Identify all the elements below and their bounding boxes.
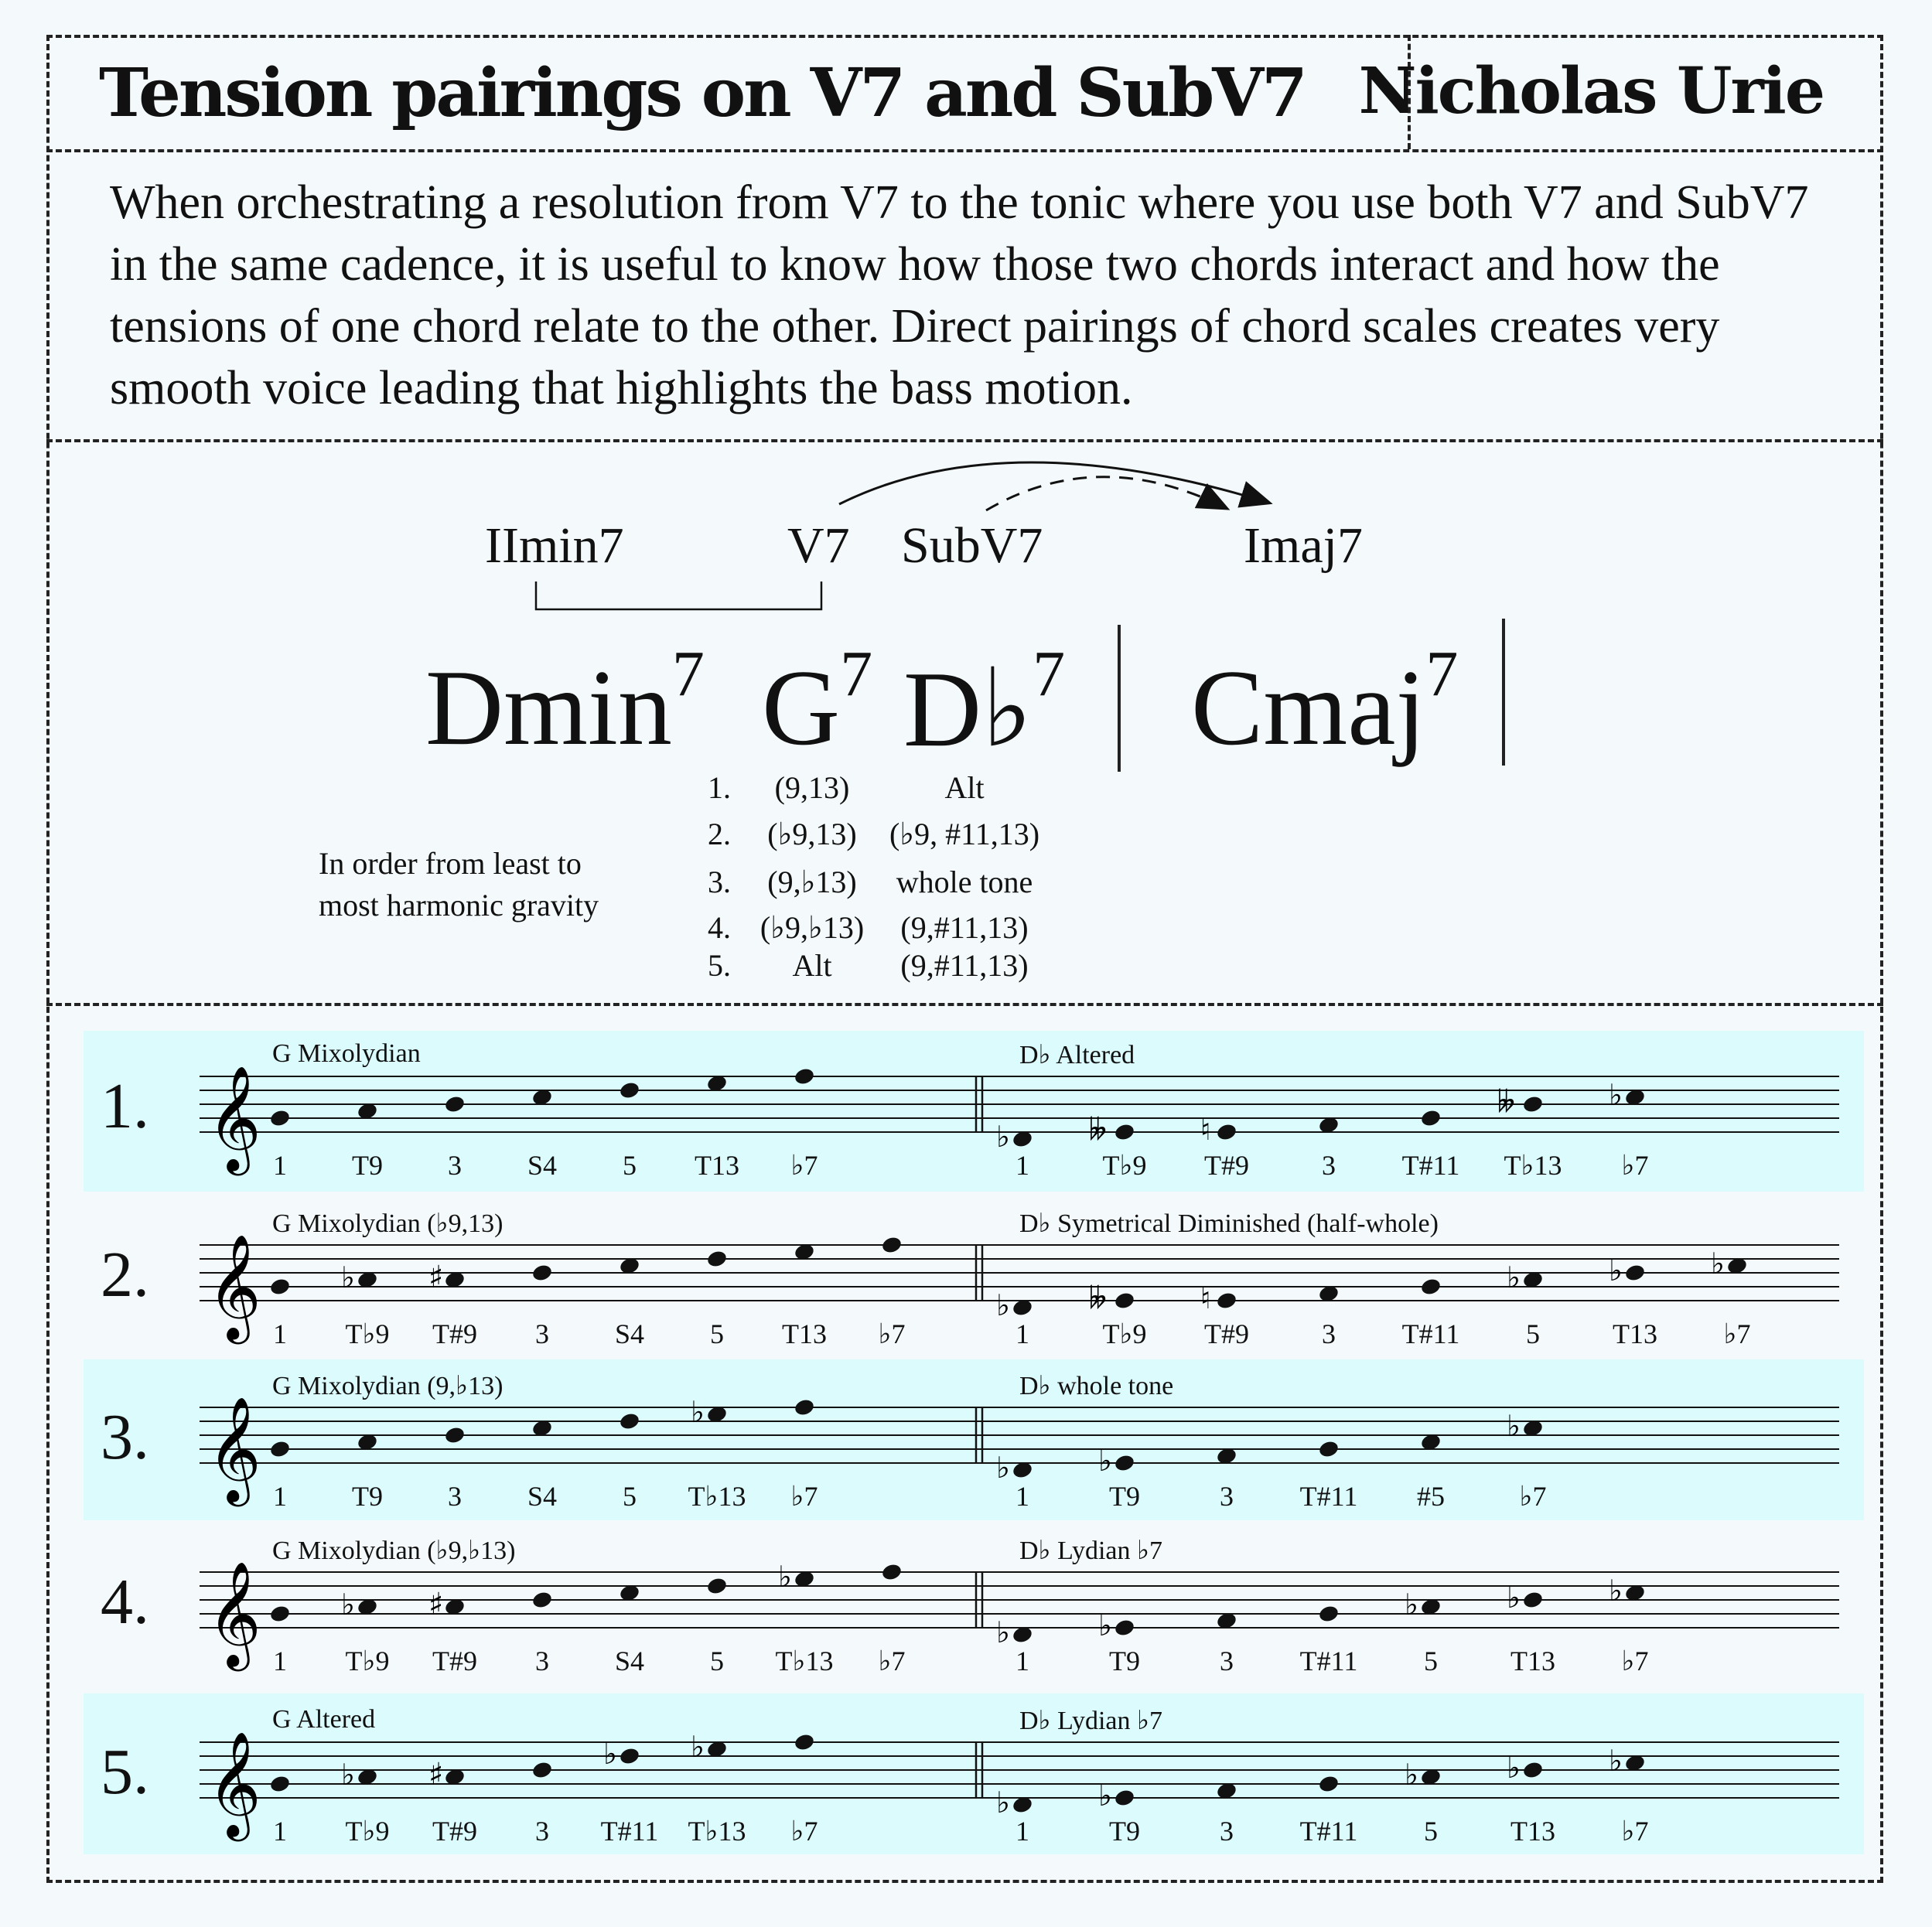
- v7-scale-name: G Mixolydian: [272, 1039, 421, 1068]
- progression-rule: [46, 1003, 1883, 1006]
- page-title: Tension pairings on V7 and SubV7: [99, 54, 1306, 132]
- staff-row-number: 2.: [101, 1239, 149, 1311]
- scale-degree-label: ♭7: [1723, 1318, 1751, 1349]
- resolution-arrows: [0, 0, 1932, 696]
- barline: [1118, 625, 1121, 772]
- scale-degree-label: T♭13: [1504, 1150, 1562, 1181]
- note-head: [531, 1590, 554, 1609]
- note-head: [531, 1760, 554, 1779]
- function-label-i: Imaj7: [1244, 517, 1363, 574]
- scale-degree-label: 3: [1220, 1646, 1234, 1676]
- scale-degree-label: T♭9: [1102, 1318, 1147, 1349]
- note-head: [269, 1439, 292, 1458]
- scale-degree-label: T♭13: [688, 1481, 746, 1512]
- scale-degree-label: 5: [623, 1481, 637, 1512]
- note-head: [444, 1425, 466, 1444]
- scale-degree-label: 3: [448, 1481, 462, 1512]
- accidental: ♭: [1507, 1409, 1521, 1443]
- scale-degree-label: 5: [710, 1318, 724, 1349]
- accidental: ♭: [341, 1588, 355, 1622]
- scale-degree-label: T#11: [600, 1816, 659, 1847]
- scale-degree-label: T#9: [432, 1816, 477, 1847]
- scale-degree-label: T9: [1109, 1646, 1140, 1676]
- treble-clef-icon: 𝄞: [207, 1730, 261, 1837]
- scale-degree-label: 3: [535, 1816, 549, 1847]
- scale-degree-label: T#9: [432, 1318, 477, 1349]
- note-head: [1216, 1291, 1238, 1310]
- scale-degree-label: ♭7: [790, 1150, 818, 1181]
- accidental: ♭: [1609, 1078, 1623, 1112]
- scale-degree-label: S4: [527, 1481, 558, 1512]
- accidental: ♭: [1405, 1588, 1418, 1622]
- accidental: ♭: [1609, 1744, 1623, 1778]
- intro-line: When orchestrating a resolution from V7 to the tonic where you use both V7 and SubV7: [110, 176, 1809, 229]
- pairing-number: 2.: [708, 817, 731, 851]
- note-head: [794, 1066, 816, 1086]
- scale-degree-label: 1: [1015, 1318, 1029, 1349]
- scale-degree-label: T9: [352, 1150, 383, 1181]
- note-head: [794, 1732, 816, 1751]
- note-head: [706, 1249, 729, 1268]
- scale-degree-label: ♭7: [1519, 1481, 1547, 1512]
- v7-scale-name: G Mixolydian (♭9,13): [272, 1209, 503, 1238]
- scale-degree-label: 5: [623, 1150, 637, 1181]
- chord-symbol-g7: [762, 638, 873, 770]
- scale-degree-label: T9: [1109, 1481, 1140, 1512]
- scale-degree-label: 3: [448, 1150, 462, 1181]
- accidental: ♭: [1405, 1758, 1418, 1792]
- note-head: [1114, 1291, 1136, 1310]
- treble-clef-icon: 𝄞: [207, 1233, 261, 1339]
- subv7-scale-name: D♭ Lydian ♭7: [1019, 1707, 1163, 1735]
- function-label-ii: IImin7: [485, 517, 624, 574]
- scale-degree-label: 3: [1322, 1150, 1336, 1181]
- gravity-note-line: In order from least to: [319, 846, 582, 881]
- accidental: ♭: [778, 1560, 792, 1594]
- scale-degree-label: 5: [1424, 1816, 1438, 1847]
- accidental: ♭: [1609, 1574, 1623, 1608]
- chord-symbol-cmaj7: [1191, 638, 1459, 770]
- accidental: ♭: [1609, 1253, 1623, 1288]
- accidental: ♭: [341, 1260, 355, 1294]
- treble-clef-icon: 𝄞: [207, 1395, 261, 1502]
- accidental: ♭: [603, 1737, 617, 1771]
- accidental: ♭: [691, 1730, 705, 1764]
- scale-degree-label: T13: [1510, 1646, 1555, 1676]
- scale-degree-label: 1: [1015, 1816, 1029, 1847]
- scale-degree-label: 5: [710, 1646, 724, 1676]
- scale-degree-label: 1: [273, 1646, 287, 1676]
- accidental: ♭: [341, 1758, 355, 1792]
- pairing-number: 3.: [708, 865, 731, 899]
- scale-degree-label: T#9: [1204, 1318, 1249, 1349]
- scale-degree-label: S4: [614, 1646, 645, 1676]
- pairing-subv7-tensions: whole tone: [896, 865, 1033, 899]
- accidental: ♮: [1200, 1113, 1211, 1147]
- treble-clef-icon: 𝄞: [207, 1064, 261, 1171]
- note-head: [1318, 1439, 1340, 1458]
- accidental: ♯: [428, 1260, 444, 1295]
- staff-row-number: 3.: [101, 1401, 149, 1473]
- scale-degree-label: T♭9: [1102, 1150, 1147, 1181]
- pairing-subv7-tensions: (9,#11,13): [900, 948, 1029, 983]
- scale-degree-label: T#9: [432, 1646, 477, 1676]
- pairing-v7-tensions: (♭9,♭13): [759, 910, 865, 945]
- accidental: ♭: [996, 1120, 1010, 1154]
- scale-degree-label: 1: [273, 1816, 287, 1847]
- note-head: [1522, 1094, 1545, 1114]
- pairing-subv7-tensions: (♭9, #11,13): [889, 817, 1040, 851]
- scale-degree-label: T13: [1510, 1816, 1555, 1847]
- function-label-v: V7: [787, 517, 850, 574]
- chord-root: D♭: [903, 650, 1033, 769]
- chord-extension: 7: [671, 638, 705, 710]
- scale-degree-label: ♭7: [878, 1318, 906, 1349]
- note-head: [269, 1108, 292, 1127]
- scale-degree-label: 3: [1220, 1481, 1234, 1512]
- note-head: [1114, 1453, 1136, 1472]
- scale-degree-label: 3: [1322, 1318, 1336, 1349]
- scale-degree-label: T#9: [1204, 1150, 1249, 1181]
- staff-row-number: 4.: [101, 1566, 149, 1638]
- scale-degree-label: ♭7: [1621, 1150, 1649, 1181]
- scale-degree-label: T#11: [1299, 1816, 1358, 1847]
- accidental: ♭: [996, 1615, 1010, 1649]
- scale-degree-label: T13: [1613, 1318, 1657, 1349]
- scale-degree-label: T♭9: [345, 1318, 390, 1349]
- scale-degree-label: 1: [1015, 1646, 1029, 1676]
- subv7-scale-name: D♭ Lydian ♭7: [1019, 1536, 1163, 1565]
- gravity-note: [319, 843, 599, 926]
- intro-line: tensions of one chord relate to the other. Direct pairings of chord scales creates very: [110, 300, 1720, 353]
- author-name: Nicholas Urie: [1358, 54, 1824, 128]
- barline: [1502, 619, 1505, 766]
- scale-degree-label: ♭7: [1621, 1816, 1649, 1847]
- scale-degree-label: 3: [1220, 1816, 1234, 1847]
- v7-scale-name: G Mixolydian (♭9,♭13): [272, 1536, 516, 1565]
- note-head: [1420, 1108, 1442, 1127]
- scale-degree-label: 1: [273, 1481, 287, 1512]
- scale-degree-label: 3: [535, 1318, 549, 1349]
- scale-degree-label: T♭13: [688, 1816, 746, 1847]
- staff-row-number: 1.: [101, 1070, 149, 1142]
- pairing-v7-tensions: (♭9,13): [767, 817, 857, 851]
- accidental: 𝄫: [1089, 1281, 1107, 1315]
- scale-degree-label: 1: [1015, 1481, 1029, 1512]
- accidental: ♭: [1098, 1779, 1112, 1813]
- accidental: ♭: [1098, 1444, 1112, 1478]
- note-head: [1420, 1277, 1442, 1296]
- scale-degree-label: 1: [273, 1318, 287, 1349]
- accidental: ♭: [1507, 1751, 1521, 1785]
- note-head: [619, 1411, 641, 1431]
- accidental: ♯: [428, 1757, 444, 1792]
- gravity-note-line: most harmonic gravity: [319, 888, 599, 923]
- scale-degree-label: 1: [273, 1150, 287, 1181]
- pairing-v7-tensions: (9,♭13): [767, 865, 857, 899]
- note-head: [619, 1746, 641, 1765]
- accidental: ♭: [1507, 1581, 1521, 1615]
- scale-degree-label: T9: [352, 1481, 383, 1512]
- ii-v-bracket: [536, 582, 821, 609]
- chord-extension: 7: [1425, 638, 1459, 710]
- note-head: [881, 1235, 903, 1254]
- note-head: [794, 1397, 816, 1417]
- scale-degree-label: T13: [782, 1318, 827, 1349]
- note-head: [1318, 1604, 1340, 1623]
- note-head: [531, 1263, 554, 1282]
- scale-degree-label: T♭9: [345, 1816, 390, 1847]
- note-head: [444, 1094, 466, 1114]
- pairing-v7-tensions: Alt: [792, 948, 832, 983]
- chord-root: Cmaj: [1191, 648, 1426, 768]
- scale-degree-label: #5: [1417, 1481, 1445, 1512]
- note-head: [269, 1774, 292, 1793]
- scale-degree-label: T♭9: [345, 1646, 390, 1676]
- chord-root: G: [762, 648, 841, 768]
- note-head: [1318, 1774, 1340, 1793]
- note-head: [1522, 1590, 1545, 1609]
- accidental: 𝄫: [1089, 1113, 1107, 1147]
- scale-degree-label: T#11: [1299, 1481, 1358, 1512]
- accidental: ♭: [996, 1288, 1010, 1322]
- accidental: 𝄫: [1497, 1085, 1515, 1119]
- note-head: [1624, 1263, 1647, 1282]
- scale-degree-label: 3: [535, 1646, 549, 1676]
- pairing-subv7-tensions: (9,#11,13): [900, 910, 1029, 945]
- treble-clef-icon: 𝄞: [207, 1560, 261, 1666]
- scale-degree-label: ♭7: [878, 1646, 906, 1676]
- pairing-number: 4.: [708, 910, 731, 945]
- accidental: ♮: [1200, 1281, 1211, 1315]
- note-head: [1522, 1760, 1545, 1779]
- scale-degree-label: ♭7: [1621, 1646, 1649, 1676]
- scale-degree-label: ♭7: [790, 1481, 818, 1512]
- scale-degree-label: 5: [1424, 1646, 1438, 1676]
- chord-root: Dmin: [425, 648, 672, 768]
- accidental: ♭: [996, 1785, 1010, 1820]
- subv7-scale-name: D♭ Symetrical Diminished (half-whole): [1019, 1209, 1439, 1238]
- staff-row-number: 5.: [101, 1736, 149, 1808]
- accidental: ♭: [1711, 1247, 1725, 1281]
- note-head: [1114, 1122, 1136, 1141]
- intro-line: in the same cadence, it is useful to know how those two chords interact and how the: [110, 238, 1720, 291]
- scale-degree-label: S4: [614, 1318, 645, 1349]
- v7-scale-name: G Altered: [272, 1705, 376, 1734]
- note-head: [269, 1604, 292, 1623]
- accidental: ♯: [428, 1587, 444, 1622]
- note-head: [269, 1277, 292, 1296]
- subv7-scale-name: D♭ whole tone: [1019, 1372, 1174, 1400]
- note-head: [1114, 1618, 1136, 1637]
- scale-degree-label: ♭7: [790, 1816, 818, 1847]
- accidental: ♭: [1507, 1260, 1521, 1294]
- chord-extension: 7: [840, 638, 873, 710]
- chord-symbol-db7: [903, 638, 1066, 772]
- scale-degree-label: S4: [527, 1150, 558, 1181]
- scale-degree-label: 5: [1526, 1318, 1540, 1349]
- pairing-number: 5.: [708, 948, 731, 983]
- pairing-v7-tensions: (9,13): [774, 770, 850, 805]
- intro-line: smooth voice leading that highlights the bass motion.: [110, 362, 1133, 414]
- scale-degree-label: T♭13: [775, 1646, 834, 1676]
- chord-symbol-dmin7: [425, 638, 705, 770]
- scale-degree-label: T#11: [1299, 1646, 1358, 1676]
- note-head: [1114, 1788, 1136, 1807]
- subv7-scale-name: D♭ Altered: [1019, 1041, 1135, 1069]
- accidental: ♭: [996, 1451, 1010, 1485]
- scale-degree-label: 1: [1015, 1150, 1029, 1181]
- function-label-subv: SubV7: [901, 517, 1043, 574]
- scale-degree-label: T13: [695, 1150, 739, 1181]
- note-head: [1216, 1122, 1238, 1141]
- note-head: [619, 1080, 641, 1100]
- note-head: [881, 1562, 903, 1581]
- scale-degree-label: T9: [1109, 1816, 1140, 1847]
- pairing-number: 1.: [708, 770, 731, 805]
- chord-extension: 7: [1033, 638, 1066, 710]
- accidental: ♭: [1098, 1608, 1112, 1642]
- pairing-subv7-tensions: Alt: [944, 770, 985, 805]
- accidental: ♭: [691, 1395, 705, 1429]
- note-head: [706, 1576, 729, 1595]
- v7-scale-name: G Mixolydian (9,♭13): [272, 1372, 503, 1400]
- scale-degree-label: T#11: [1401, 1318, 1460, 1349]
- scale-degree-label: T#11: [1401, 1150, 1460, 1181]
